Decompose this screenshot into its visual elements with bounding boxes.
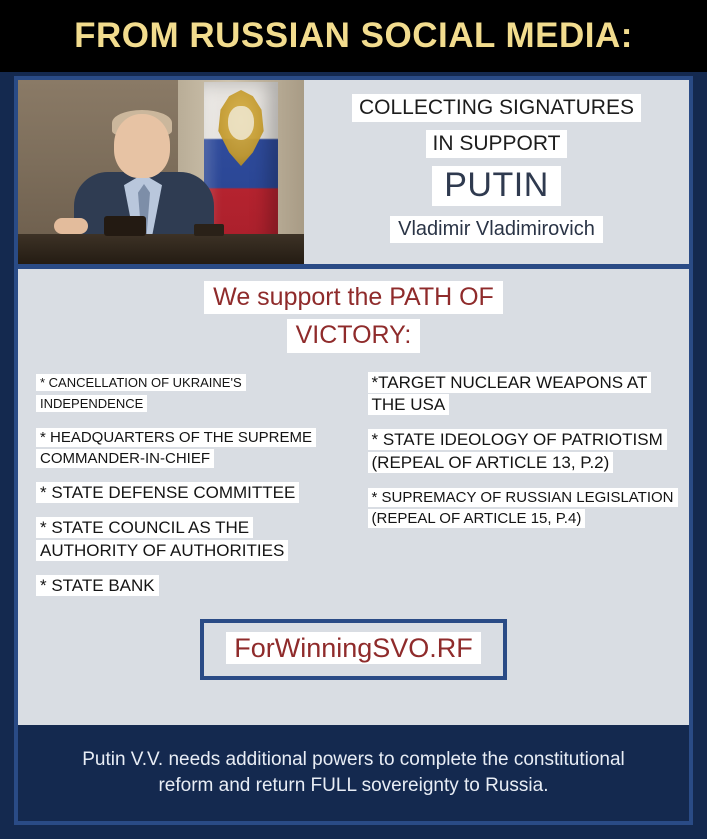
list-item [36,372,350,414]
top-row [18,80,689,264]
headline-patronymic: Vladimir Vladimirovich [390,216,603,243]
slogan-line-1: We support the PATH OF [204,281,503,314]
list-item-text: * SUPREMACY OF RUSSIAN LEGISLATION (REPEAL OF ARTICLE 15, P.4) [368,488,678,528]
list-item-text: * STATE COUNCIL AS THE AUTHORITY OF AUTHORITIES [36,517,288,560]
list-item [368,372,676,417]
url-box-wrap [18,619,689,680]
list-item [368,487,676,529]
list-item [368,429,676,474]
demands-column-right [356,372,676,611]
headline-line-1: COLLECTING SIGNATURES [352,94,641,122]
coat-of-arms-detail [228,106,254,140]
list-item [36,482,350,504]
header-banner [0,0,707,72]
putin-photo [18,80,304,264]
list-item-text: * STATE IDEOLOGY OF PATRIOTISM (REPEAL OF ARTICLE 13, P.2) [368,429,667,472]
list-item-text: * HEADQUARTERS OF THE SUPREME COMMANDER-IN-CHIEF [36,428,316,468]
headline-line-2: IN SUPPORT [426,130,568,158]
list-item-text: *TARGET NUCLEAR WEAPONS AT THE USA [368,372,652,415]
list-item [36,575,350,597]
list-item-text: * STATE BANK [36,575,159,596]
photo-hand [54,218,88,234]
url-box[interactable] [200,619,507,680]
list-item-text: * STATE DEFENSE COMMITTEE [36,482,299,503]
demands-columns [18,358,689,611]
photo-desk-object-right [194,224,224,236]
slogan-line-2: VICTORY: [287,319,421,352]
list-item-text: * CANCELLATION OF UKRAINE'S INDEPENDENCE [36,374,246,412]
footer-caption [18,725,689,821]
photo-desk-object-left [104,216,146,236]
header-banner-text: FROM RUSSIAN SOCIAL MEDIA: [74,16,633,55]
list-item [36,517,350,562]
photo-desk [18,234,304,264]
demands-column-left [36,372,356,611]
slogan-block [18,269,689,358]
list-item [36,427,350,469]
url-text[interactable]: ForWinningSVO.RF [226,632,481,664]
photo-face [114,114,170,178]
poster-inner [18,80,689,821]
headline-name: PUTIN [432,166,561,205]
footer-caption-text: Putin V.V. needs additional powers to complete the constitutional reform and return FULL sovereignty to Russia. [82,748,625,796]
poster-frame [14,76,693,825]
headline-block [304,80,689,264]
